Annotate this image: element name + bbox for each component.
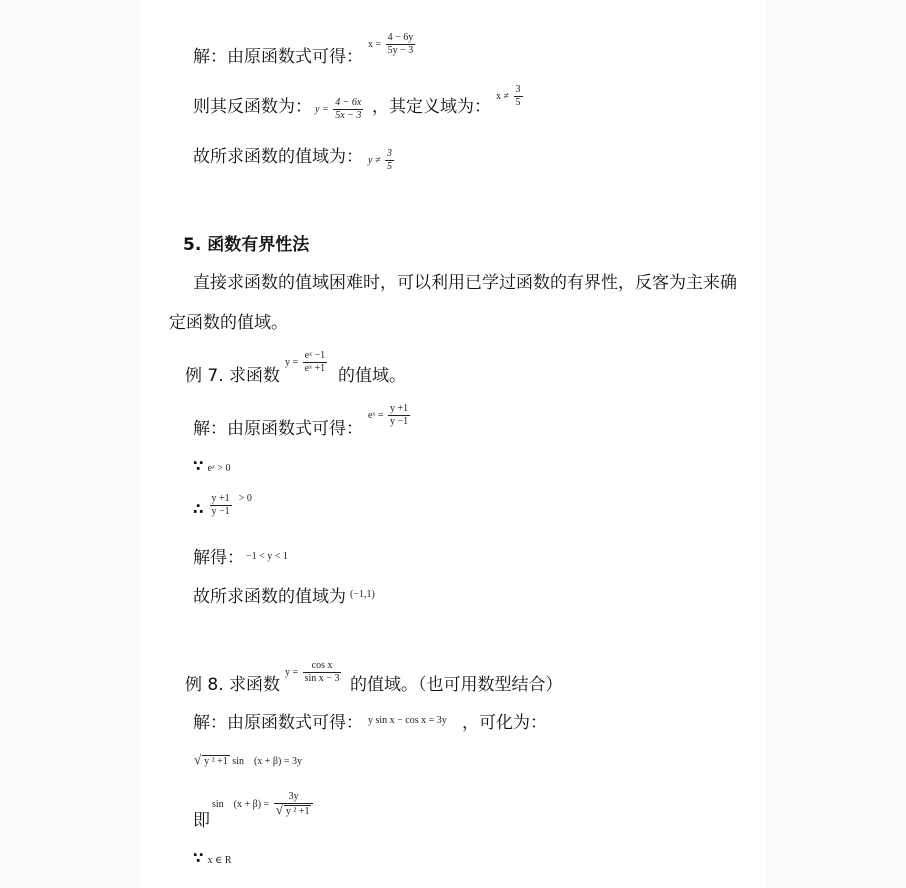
domain-equation: x ≠ $\frac{3}{5}$ xyxy=(496,84,521,108)
domain-label: ，其定义域为： xyxy=(372,97,491,117)
example7-suffix: 的值域。 xyxy=(338,366,406,386)
example8-solution-suffix: ，可化为： xyxy=(462,713,547,733)
range-equation: y ≠ $\frac{3}{5}$ xyxy=(368,148,392,172)
solve-expression: −1 < y < 1 xyxy=(246,551,288,562)
paragraph-line-2: 定函数的值域。 xyxy=(169,313,288,333)
example7-therefore-line: ∴ $\frac{y +1}{y -1}$ $^{> 0}$ xyxy=(193,493,252,518)
because-symbol: ∵ xyxy=(193,457,203,475)
document-page xyxy=(140,0,766,888)
paragraph-line-1: 直接求函数的值域困难时，可以利用已学过函数的有界性，反客为主来确 xyxy=(193,273,737,293)
solution-line xyxy=(193,46,363,68)
solution-label: 解：由原函数式可得： xyxy=(193,47,363,67)
therefore-symbol: ∴ xyxy=(193,500,203,518)
because-expression: eˣ > 0 xyxy=(207,463,231,474)
section-heading: 5. 函数有界性法 xyxy=(183,235,310,255)
right-margin xyxy=(766,0,906,888)
solve-label: 解得： xyxy=(193,548,244,568)
range-line xyxy=(193,146,363,168)
example8-because-line xyxy=(193,848,232,867)
example8-function: y = $\frac{\text{cos x}}{\text{sin x − 3}}$ xyxy=(285,660,340,684)
example8-solution-label: 解：由原函数式可得： xyxy=(193,713,363,733)
example7-range-label: 故所求函数的值域为 xyxy=(193,587,346,607)
left-margin xyxy=(0,0,140,888)
example7-function: y = $\frac{\text{eˣ −1}}{\text{eˣ +1}}$ xyxy=(285,350,326,374)
inverse-line xyxy=(193,96,312,118)
equation-x: x = $\frac{4 - 6y}{5y - 3}$ xyxy=(368,32,414,56)
example7-because-line xyxy=(193,456,231,475)
example8-suffix: 的值域。（也可用数型结合） xyxy=(350,675,563,695)
range-label: 故所求函数的值域为： xyxy=(193,147,363,167)
inverse-equation: y = $\frac{4 - 6x}{5x - 3}$ xyxy=(315,97,362,121)
ji-label: 即 xyxy=(193,811,210,831)
because-expression: x ∈ R xyxy=(207,855,232,866)
example7-label: 例 7. 求函数 xyxy=(185,366,281,386)
example8-solution-eq: y sin x − cos x = 3y xyxy=(368,715,447,726)
example7-solution-label: 解：由原函数式可得： xyxy=(193,419,363,439)
example7-range-expr: (−1,1) xyxy=(350,589,375,600)
example8-eq2: sin (x + β) = $\frac{3y}{\text{√ y ² +1}}$ xyxy=(212,791,315,818)
example7-solution-eq: eˣ = $\frac{y +1}{y -1}$ xyxy=(368,403,409,427)
because-symbol: ∵ xyxy=(193,849,203,867)
example8-eq1: √ y ² +1 sin (x + β) = 3y xyxy=(194,752,302,767)
example8-label: 例 8. 求函数 xyxy=(185,675,281,695)
inverse-label: 则其反函数为： xyxy=(193,97,312,117)
